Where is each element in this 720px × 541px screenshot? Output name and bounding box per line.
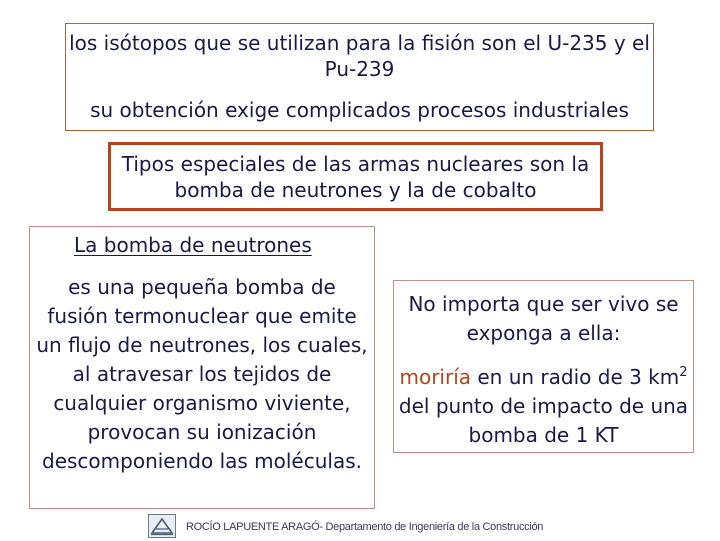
special-weapons-box [108, 142, 603, 211]
isotopes-text: los isótopos que se utilizan para la fisión son el U-235 y el Pu-239 [69, 31, 650, 81]
effects-box [393, 280, 694, 453]
radius-text: en un radio de 3 km [471, 365, 680, 389]
footer-credit: ROCÍO LAPUENTE ARAGÓ- Departamento de Ingeniería de la Construcción [186, 521, 544, 533]
footer [148, 514, 608, 538]
exposure-text: No importa que ser vivo se exponga a ella: [408, 292, 679, 345]
isotopes-box [65, 23, 654, 131]
death-highlight: moriría [399, 365, 472, 389]
neutron-bomb-title: La bomba de neutrones [74, 233, 312, 257]
production-text: su obtención exige complicados procesos industriales [90, 98, 629, 122]
special-weapons-text: Tipos especiales de las armas nucleares son la bomba de neutrones y la de cobalto [121, 152, 590, 202]
neutron-bomb-description: es una pequeña bomba de fusión termonuclear que emite un flujo de neutrones, los cuales, al atravesar los tejidos de cualquier organismo viviente, provocan su ionización descomponiendo las moléculas. [36, 275, 368, 473]
impact-text: del punto de impacto de una bomba de 1 KT [398, 394, 689, 447]
neutron-bomb-box [29, 226, 375, 509]
university-logo-icon [148, 514, 176, 538]
lethal-radius-text [394, 363, 693, 450]
squared-superscript: 2 [679, 365, 688, 380]
